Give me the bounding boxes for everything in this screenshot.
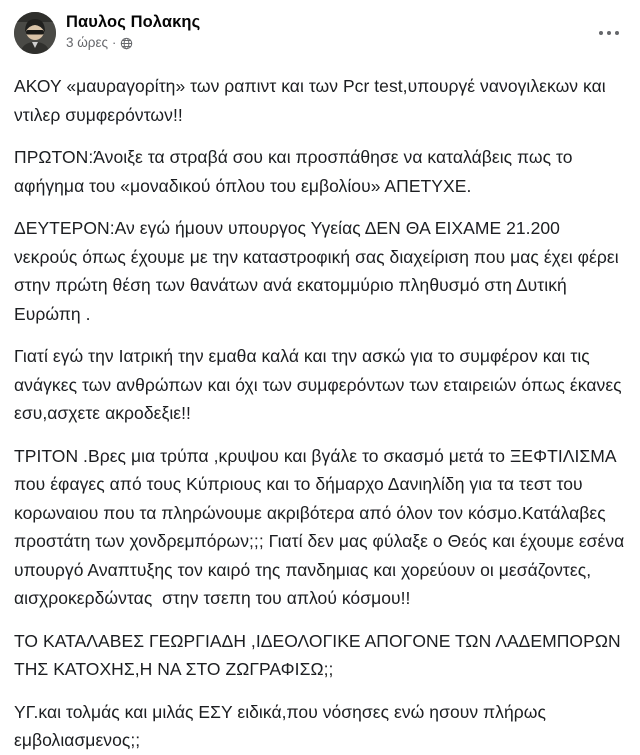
post-paragraph: Γιατί εγώ την Ιατρική την εμαθα καλά και την ασκώ για το συμφέρον και τις ανάγκες των ανθρώπων και όχι των συμφερόντων των εταιρειών όπως έκανες εσυ,ασχετε ακροδεξιε!! — [14, 346, 627, 423]
post-paragraph: ΑΚΟΥ «μαυραγορίτη» των ραπιντ και των Pcr test,υπουργέ νανογιλεκων και ντιλερ συμφερόντων!! — [14, 76, 611, 125]
post-header — [14, 10, 626, 62]
dot-1 — [599, 31, 604, 36]
more-options-icon[interactable] — [592, 20, 626, 46]
post-meta — [66, 35, 200, 51]
post-timestamp[interactable]: 3 ώρες — [66, 35, 109, 50]
globe-icon[interactable] — [120, 37, 133, 50]
post-paragraph: ΥΓ.και τολμάς και μιλάς ΕΣΥ ειδικά,που νόσησες ενώ ησουν πλήρως εμβολιασμενος;; — [14, 701, 551, 750]
post-paragraph: ΤΡΙΤΟΝ .Βρες μια τρύπα ,κρυψου και βγάλε το σκασμό μετά το ΞΕΦΤΙΛΙΣΜΑ που έφαγες από τους Κύπριους και το δήμαρχο Δανιηλίδη για τα τεστ του κορωναιου που τα πληρώνουμε ακριβότερα από όλον τον κόσμο.Κατάλαβες προστάτη των χονδρεμπόρων;;; Γιατί δεν μας φύλαξε ο Θεός και έχουμε εσένα υπουργό Αναπτυξης τον καιρό της πανδημιας και χορεύουν οι μεσάζοντες, αισχροκερδώντας στην τσεπη του απλού κόσμου!! — [14, 445, 630, 608]
post-paragraph: ΠΡΩΤΟΝ:Άνοιξε τα στραβά σου και προσπάθησε να καταλάβεις πως το αφήγημα του «μοναδικού όπλου του εμβολίου» ΑΠΕΤΥΧΕ. — [14, 147, 578, 196]
dot-2 — [607, 31, 612, 36]
meta-separator: · — [112, 35, 117, 50]
author-name[interactable]: Παυλος Πολακης — [66, 13, 201, 31]
post-body — [14, 72, 630, 755]
post-paragraph: ΔΕΥΤΕΡΟΝ:Αν εγώ ήμουν υπουργος Υγείας ΔΕΝ ΘΑ ΕΙΧΑΜΕ 21.200 νεκρούς όπως έχουμε με την καταστροφική σας διαχείριση που μας έχει φέρει στην πρώτη θέση των θανάτων ανά εκατομμύριο πληθυσμό στη Δυτική Ευρώπη . — [14, 218, 624, 324]
dot-3 — [615, 31, 620, 36]
avatar[interactable] — [14, 12, 56, 54]
more-options-dots — [599, 31, 620, 36]
post-header-text — [66, 10, 200, 51]
post-paragraph: ΤΟ ΚΑΤΑΛΑΒΕΣ ΓΕΩΡΓΙΑΔΗ ,ΙΔΕΟΛΟΓΙΚΕ ΑΠΟΓΟΝΕ ΤΩΝ ΛΑΔΕΜΠΟΡΩΝ ΤΗΣ ΚΑΤΟΧΗΣ,Η ΝΑ ΣΤΟ ΖΩΓΡΑΦΙΣΩ;; — [14, 630, 626, 679]
